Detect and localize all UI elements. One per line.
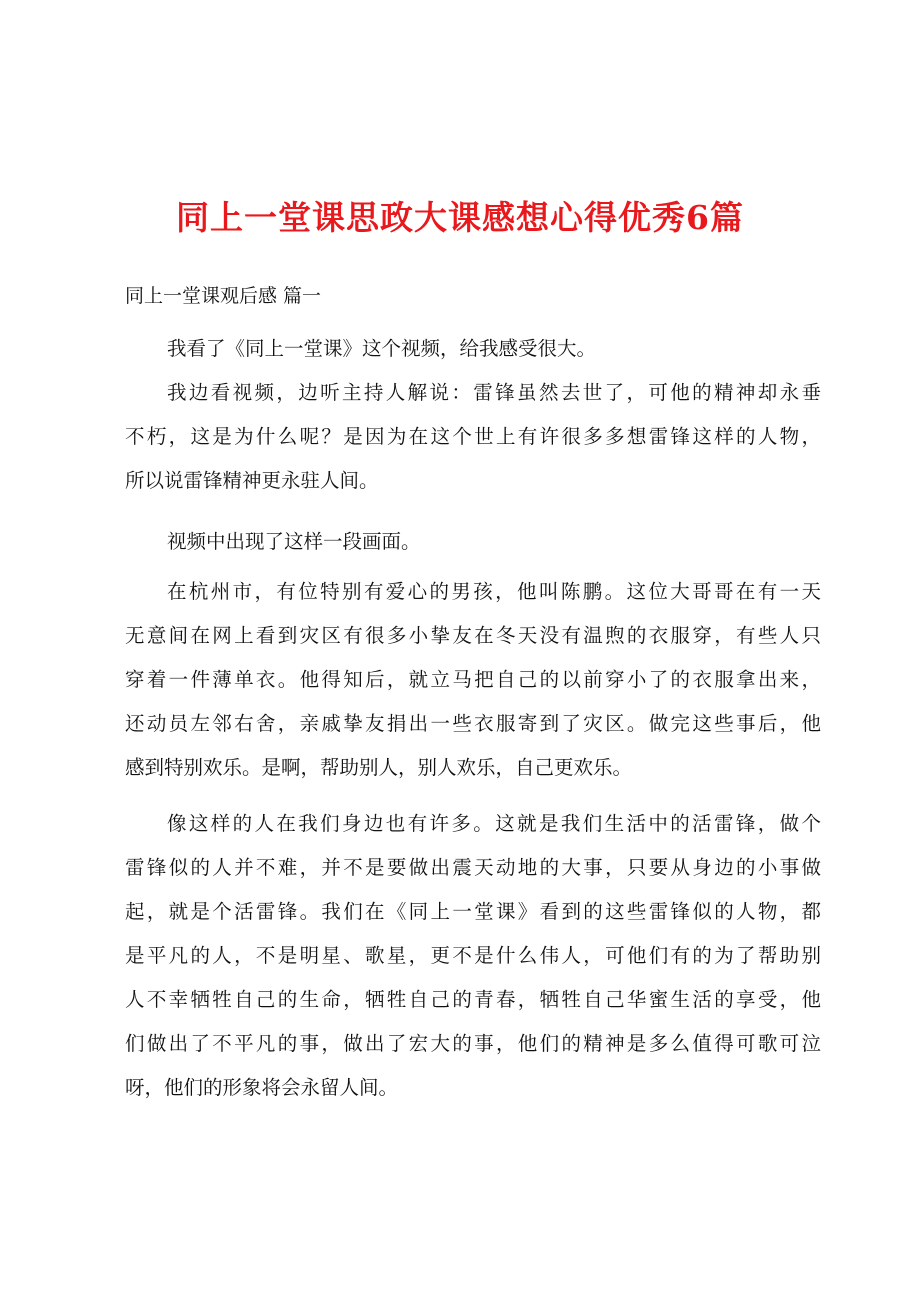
section-heading: 同上一堂课观后感 篇一 (125, 285, 322, 307)
paragraph-line: 感到特别欢乐。是啊，帮助别人，别人欢乐，自己更欢乐。 (125, 756, 633, 779)
paragraph-line: 我看了《同上一堂课》这个视频，给我感受很大。 (167, 337, 597, 360)
paragraph-line: 穿着一件薄单衣。他得知后，就立马把自己的以前穿小了的衣服拿出来， (125, 668, 821, 691)
paragraph-line: 我边看视频，边听主持人解说：雷锋虽然去世了，可他的精神却永垂 (167, 381, 821, 404)
paragraph-line: 在杭州市，有位特别有爱心的男孩，他叫陈鹏。这位大哥哥在有一天 (167, 580, 821, 603)
paragraph-line: 是平凡的人，不是明星、歌星，更不是什么伟人，可他们有的为了帮助别 (125, 944, 821, 967)
paragraph-line: 视频中出现了这样一段画面。 (167, 530, 421, 553)
paragraph-line: 所以说雷锋精神更永驻人间。 (125, 469, 379, 492)
paragraph (125, 520, 821, 564)
paragraph (125, 371, 821, 503)
paragraph-line: 无意间在网上看到灾区有很多小挚友在冬天没有温煦的衣服穿，有些人只 (125, 624, 821, 647)
paragraph-line: 还动员左邻右舍，亲戚挚友捐出一些衣服寄到了灾区。做完这些事后，他 (125, 712, 821, 735)
paragraph-line: 像这样的人在我们身边也有许多。这就是我们生活中的活雷锋，做个 (167, 812, 821, 835)
paragraph-line: 不朽，这是为什么呢？是因为在这个世上有许很多多想雷锋这样的人物， (125, 425, 821, 448)
paragraph-line: 人不幸牺牲自己的生命，牺牲自己的青春，牺牲自己华蜜生活的享受，他 (125, 988, 821, 1011)
paragraph (125, 327, 821, 371)
paragraph-line: 雷锋似的人并不难，并不是要做出震天动地的大事，只要从身边的小事做 (125, 856, 821, 879)
paragraph-line: 呀，他们的形象将会永留人间。 (125, 1076, 399, 1099)
paragraph-line: 起，就是个活雷锋。我们在《同上一堂课》看到的这些雷锋似的人物，都 (125, 900, 821, 923)
document-title: 同上一堂课思政大课感想心得优秀6篇 (176, 198, 744, 237)
paragraph (125, 570, 821, 790)
paragraph (125, 802, 821, 1110)
paragraph-line: 们做出了不平凡的事，做出了宏大的事，他们的精神是多么值得可歌可泣 (125, 1032, 821, 1055)
